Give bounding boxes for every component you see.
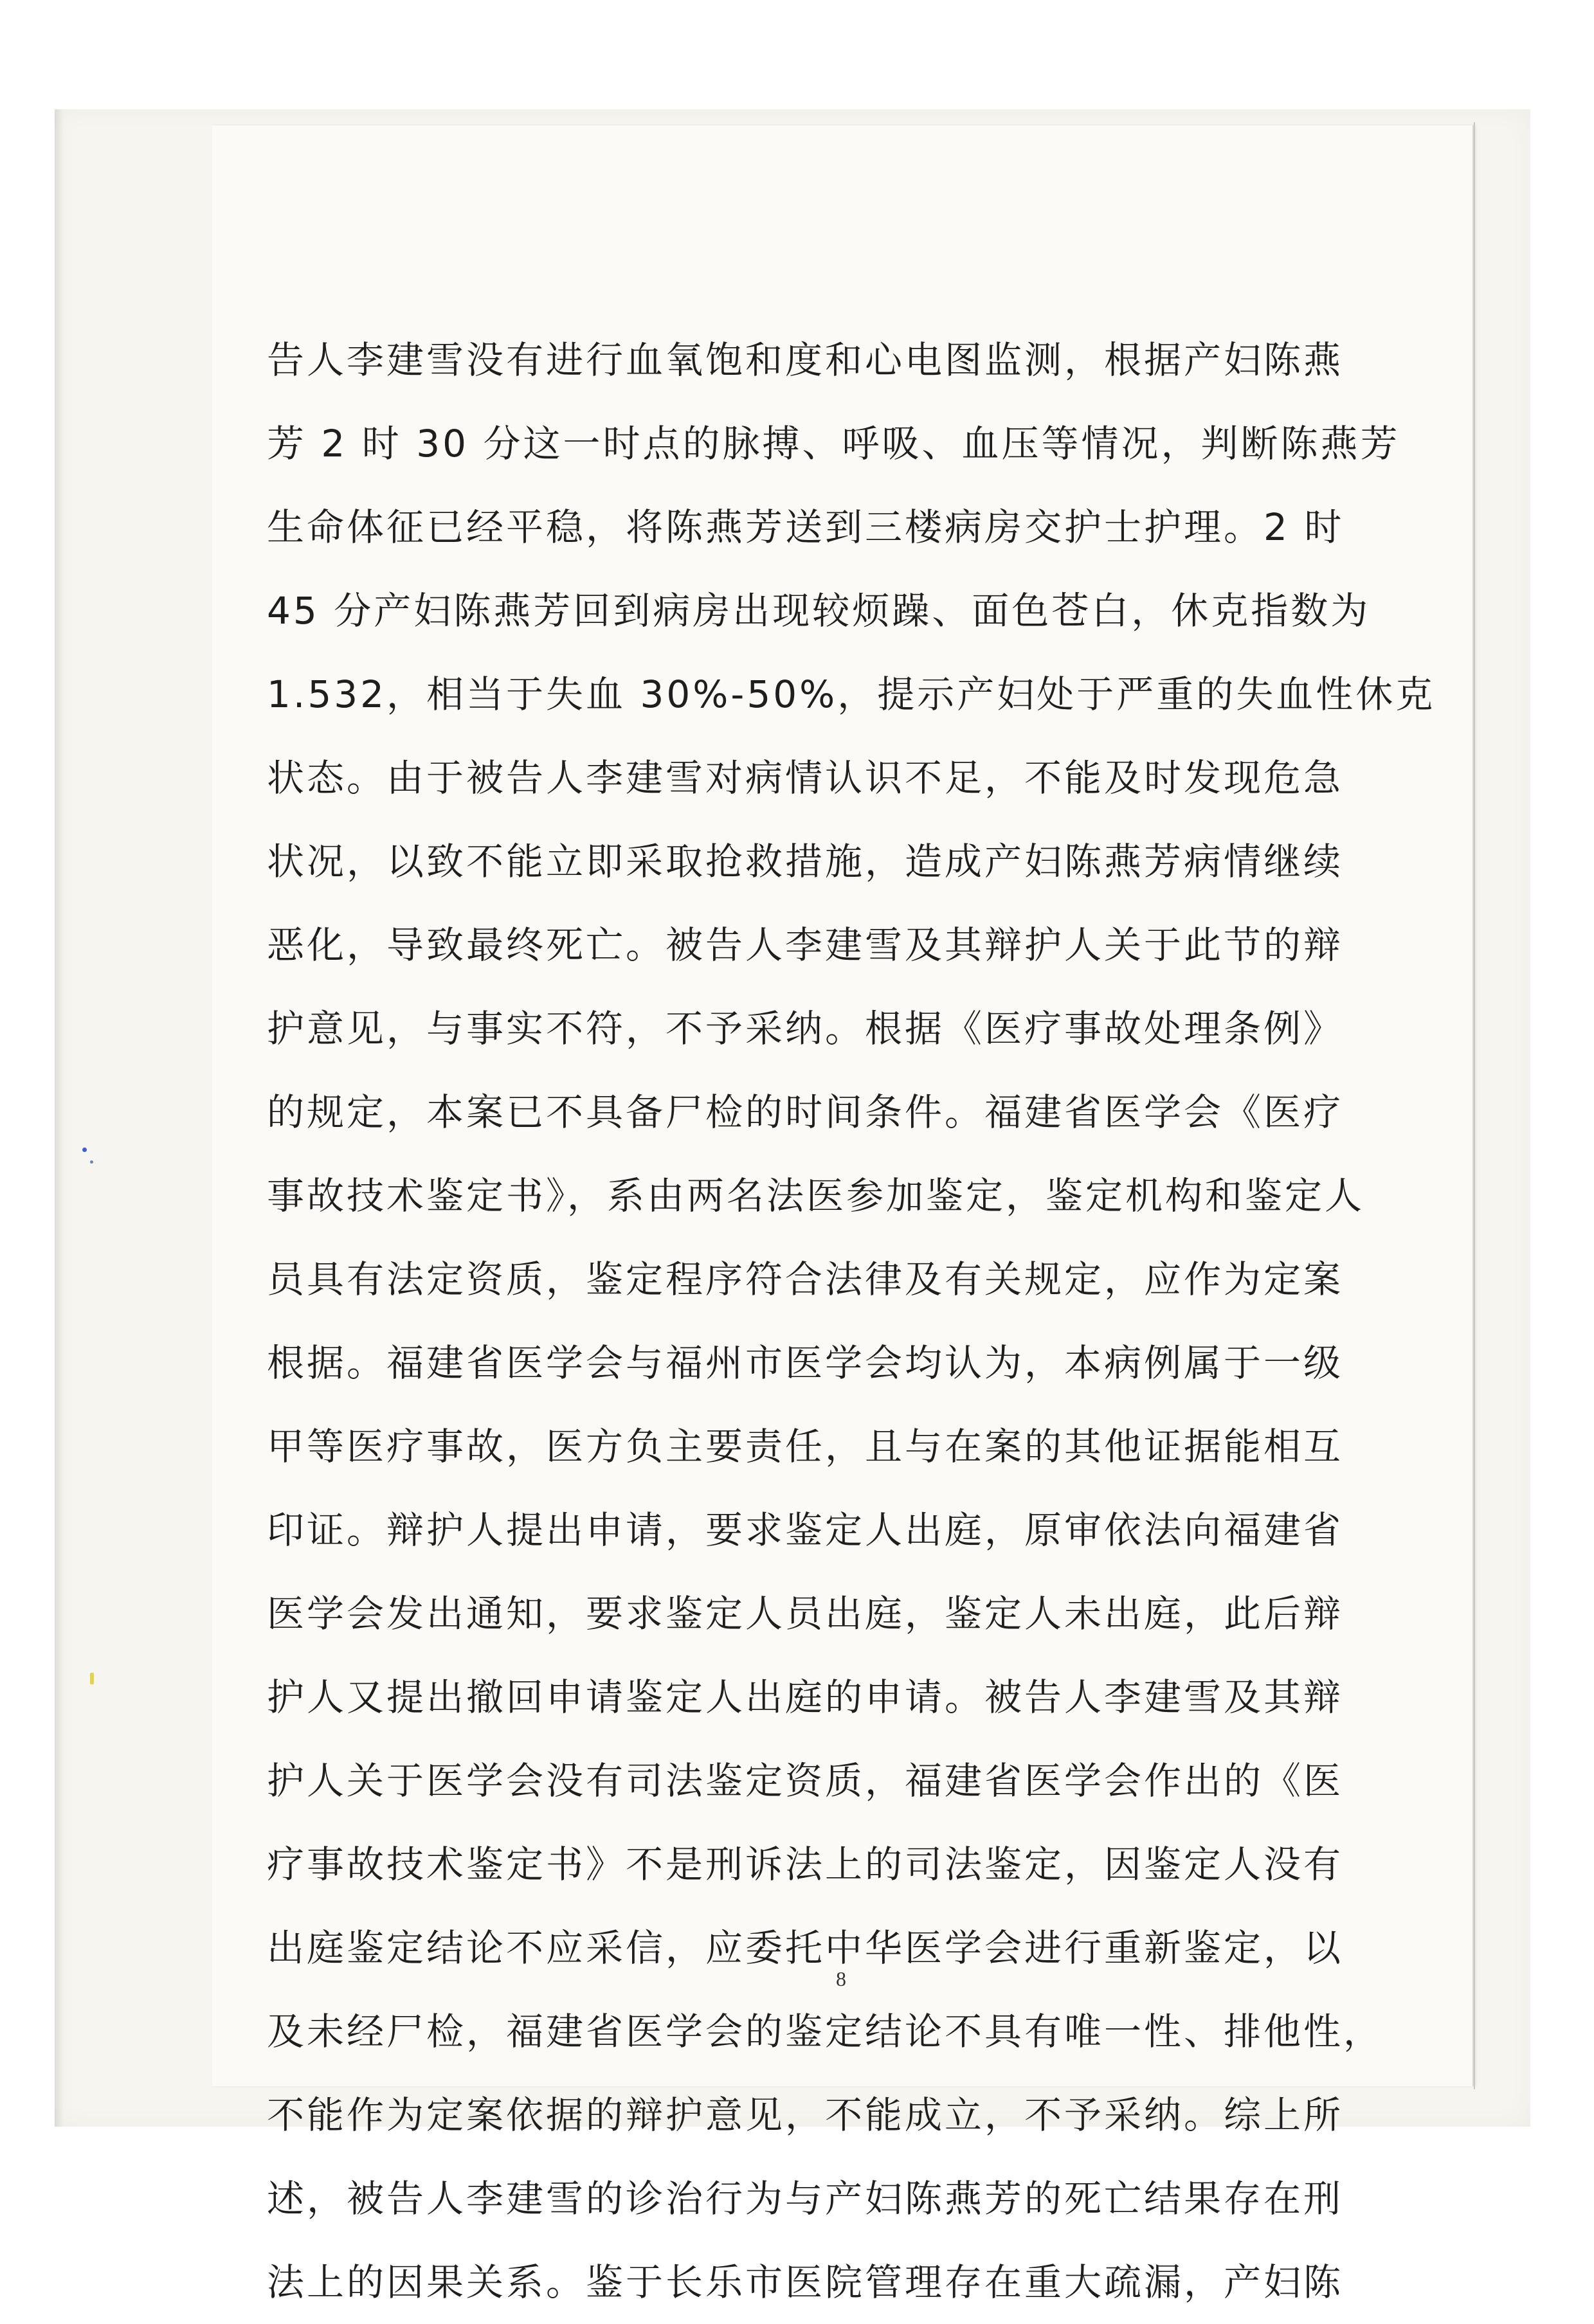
scan-left-shadow: [55, 109, 64, 2127]
text-line: 告人李建雪没有进行血氧饱和度和心电图监测，根据产妇陈燕: [267, 338, 1344, 382]
text-line: 恶化，导致最终死亡。被告人李建雪及其辩护人关于此节的辩: [267, 923, 1344, 967]
text-line: 的规定，本案已不具备尸检的时间条件。福建省医学会《医疗: [267, 1090, 1344, 1134]
document-body: [267, 318, 1436, 2324]
text-line: 出庭鉴定结论不应采信，应委托中华医学会进行重新鉴定，以: [267, 1926, 1344, 1970]
text-line: 根据。福建省医学会与福州市医学会均认为，本病例属于一级: [267, 1341, 1344, 1385]
text-line: 述，被告人李建雪的诊治行为与产妇陈燕芳的死亡结果存在刑: [267, 2177, 1344, 2220]
text-line: 甲等医疗事故，医方负主要责任，且与在案的其他证据能相互: [267, 1425, 1344, 1468]
page-number: 8: [836, 1967, 846, 1990]
text-line: 及未经尸检，福建省医学会的鉴定结论不具有唯一性、排他性，: [267, 2010, 1384, 2053]
text-line: 1.532，相当于失血 30%-50%，提示产妇处于严重的失血性休克: [267, 672, 1436, 716]
text-line: 事故技术鉴定书》，系由两名法医参加鉴定，鉴定机构和鉴定人: [267, 1174, 1365, 1218]
text-line: 员具有法定资质，鉴定程序符合法律及有关规定，应作为定案: [267, 1257, 1344, 1301]
text-line: 法上的因果关系。鉴于长乐市医院管理存在重大疏漏，产妇陈: [267, 2260, 1344, 2304]
text-line: 状况，以致不能立即采取抢救措施，造成产妇陈燕芳病情继续: [267, 840, 1344, 883]
text-line: 护人关于医学会没有司法鉴定资质，福建省医学会作出的《医: [267, 1759, 1344, 1803]
text-line: 护人又提出撤回申请鉴定人出庭的申请。被告人李建雪及其辩: [267, 1675, 1344, 1719]
text-line: 疗事故技术鉴定书》不是刑诉法上的司法鉴定，因鉴定人没有: [267, 1842, 1344, 1886]
scan-speck: [82, 1148, 87, 1152]
text-line: 不能作为定案依据的辩护意见，不能成立，不予采纳。综上所: [267, 2093, 1344, 2137]
text-line: 印证。辩护人提出申请，要求鉴定人出庭，原审依法向福建省: [267, 1508, 1344, 1552]
text-line: 生命体征已经平稳，将陈燕芳送到三楼病房交护士护理。2 时: [267, 505, 1345, 549]
text-line: 45 分产妇陈燕芳回到病房出现较烦躁、面色苍白，休克指数为: [267, 589, 1371, 633]
text-line: 状态。由于被告人李建雪对病情认识不足，不能及时发现危急: [267, 756, 1344, 800]
text-line: 芳 2 时 30 分这一时点的脉搏、呼吸、血压等情况，判断陈燕芳: [267, 422, 1400, 465]
scan-speck: [90, 1160, 93, 1164]
text-line: 医学会发出通知，要求鉴定人员出庭，鉴定人未出庭，此后辩: [267, 1592, 1344, 1635]
scan-speck: [90, 1673, 94, 1684]
page-edge: [1474, 122, 1475, 2089]
text-line: 护意见，与事实不符，不予采纳。根据《医疗事故处理条例》: [267, 1007, 1344, 1050]
